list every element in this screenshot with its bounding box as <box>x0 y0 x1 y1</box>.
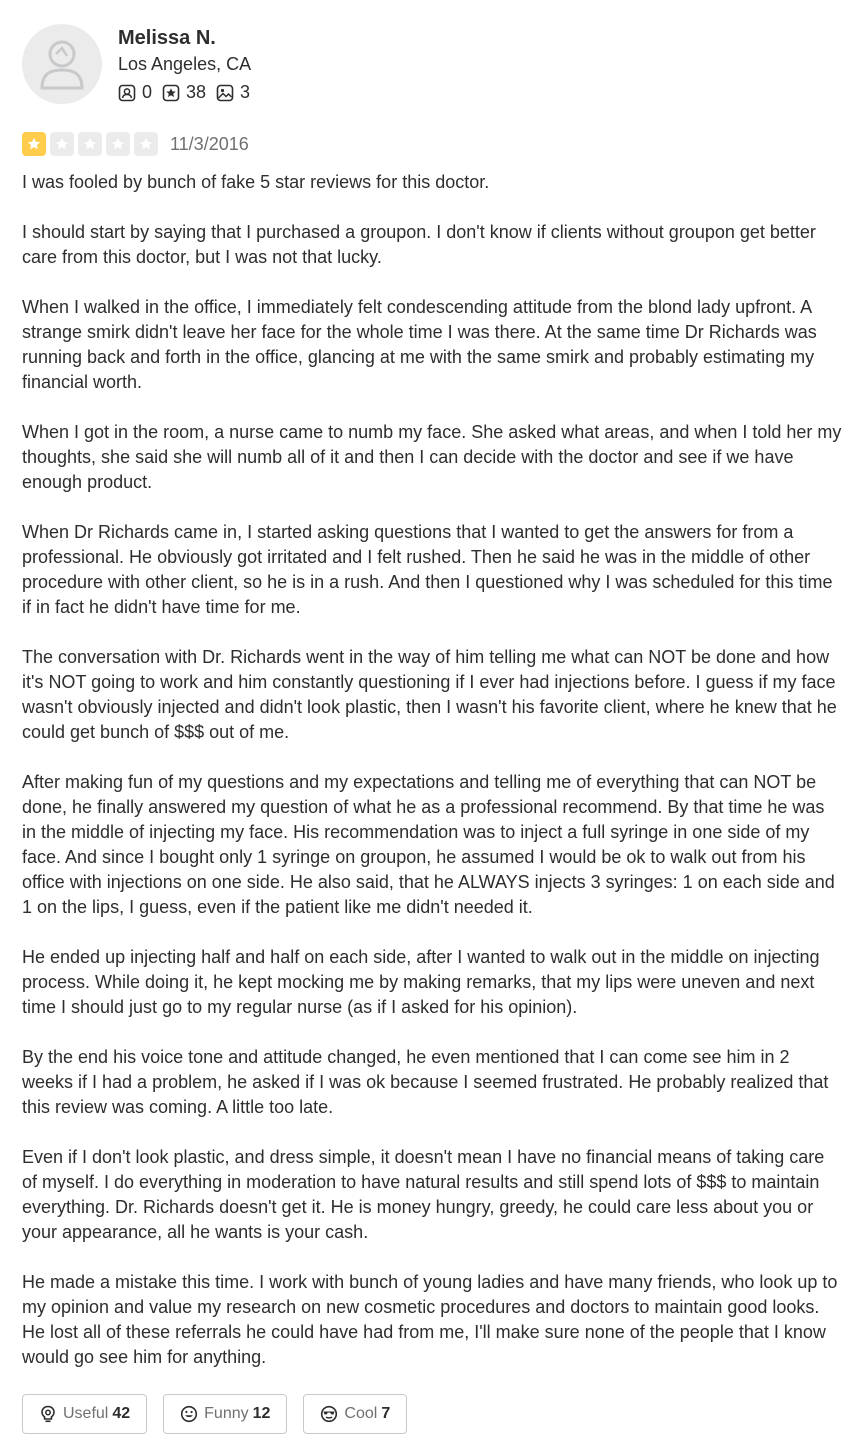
useful-label: Useful <box>63 1405 109 1422</box>
sunglasses-icon <box>320 1405 338 1423</box>
review-paragraph: When I got in the room, a nurse came to numb my face. She asked what areas, and when I told her my thoughts, she said she will numb all of it and then I can decide with the doctor and see if we have enough product. <box>22 422 842 492</box>
photos-stat <box>216 82 250 103</box>
review-paragraph: He ended up injecting half and half on each side, after I wanted to walk out in the middle on injecting process. While doing it, he kept mocking me by making remarks, that my lips were uneven and next time I should just go to my regular nurse (as if I asked for his opinion). <box>22 947 820 1017</box>
photo-icon <box>216 84 234 102</box>
funny-count: 12 <box>252 1405 271 1422</box>
review-date: 11/3/2016 <box>170 133 249 154</box>
cool-button[interactable] <box>303 1394 407 1434</box>
friends-icon <box>118 84 136 102</box>
star-filled <box>22 132 46 156</box>
user-stats <box>118 82 260 103</box>
friends-count: 0 <box>142 82 153 102</box>
star-icon <box>82 136 98 152</box>
review-paragraph: He made a mistake this time. I work with bunch of young ladies and have many friends, who look up to my opinion and value my research on new cosmetic procedures and doctors to maintain good looks. He lost all of these referrals he could have had from me, I'll make sure none of the people that I know would go see him for anything. <box>22 1272 838 1367</box>
user-placeholder-icon <box>34 34 90 94</box>
photos-count: 3 <box>240 82 251 102</box>
user-name[interactable]: Melissa N. <box>118 27 216 49</box>
star-empty <box>134 132 158 156</box>
star-empty <box>50 132 74 156</box>
review-paragraph: I should start by saying that I purchased a groupon. I don't know if clients without groupon get better care from this doctor, but I was not that lucky. <box>22 222 816 267</box>
smile-icon <box>180 1405 198 1423</box>
funny-label: Funny <box>204 1405 249 1422</box>
review-paragraph: After making fun of my questions and my expectations and telling me of everything that can NOT be done, he finally answered my question of what he as a professional recommend. By that time he was in the middle of injecting my face. His recommendation was to inject a full syringe in one side of my face. And since I bought only 1 syringe on groupon, he assumed I would be ok to walk out from his office with injections on one side. He also said, that he ALWAYS injects 3 syringes: 1 on each side and 1 on the lips, I guess, even if the patient like me didn't needed it. <box>22 772 835 917</box>
cool-count: 7 <box>381 1405 391 1422</box>
star-icon <box>138 136 154 152</box>
review-paragraph: The conversation with Dr. Richards went in the way of him telling me what can NOT be done and how it's NOT going to work and him constantly questioning if I ever had injections before. I guess if my face wasn't obviously injected and didn't look plastic, then I wasn't his favorite client, where he knew that he could get bunch of $$$ out of me. <box>22 647 837 742</box>
review-paragraph: When Dr Richards came in, I started asking questions that I wanted to get the answers for from a professional. He obviously got irritated and I felt rushed. Then he said he was in the middle of other procedure with other client, so he is in a rush. And then I questioned why I was scheduled for this time if in fact he didn't have time for me. <box>22 522 833 617</box>
review-text <box>22 170 842 1370</box>
user-header <box>22 24 842 104</box>
useful-button[interactable] <box>22 1394 147 1434</box>
review-paragraph: Even if I don't look plastic, and dress simple, it doesn't mean I have no financial means of taking care of myself. I do everything in moderation to have natural results and still spend lots of $$$ to maintain everything. Dr. Richards doesn't get it. He is money hungry, greedy, he could care less about you or your appearance, all he wants is your cash. <box>22 1147 825 1242</box>
review-card <box>22 24 842 1434</box>
star-icon <box>54 136 70 152</box>
avatar[interactable] <box>22 24 102 104</box>
review-paragraph: When I walked in the office, I immediately felt condescending attitude from the blond lady upfront. A strange smirk didn't leave her face for the whole time I was there. At the same time Dr Richards was running back and forth in the office, glancing at me with the same smirk and probably estimating my financial worth. <box>22 297 817 392</box>
lightbulb-icon <box>39 1405 57 1423</box>
reviews-count: 38 <box>186 82 207 102</box>
reaction-buttons <box>22 1394 842 1434</box>
user-location: Los Angeles, CA <box>118 54 252 74</box>
cool-label: Cool <box>344 1405 378 1422</box>
star-empty <box>78 132 102 156</box>
reviews-stat <box>162 82 206 103</box>
useful-count: 42 <box>112 1405 131 1422</box>
friends-stat <box>118 82 152 103</box>
user-info <box>118 24 260 103</box>
review-paragraph: By the end his voice tone and attitude changed, he even mentioned that I can come see him in 2 weeks if I had a problem, he asked if I was ok because I seemed frustrated. He probably realized that this review was coming. A little too late. <box>22 1047 829 1117</box>
star-empty <box>106 132 130 156</box>
funny-button[interactable] <box>163 1394 287 1434</box>
star-icon <box>110 136 126 152</box>
review-star-icon <box>162 84 180 102</box>
review-paragraph: I was fooled by bunch of fake 5 star reviews for this doctor. <box>22 172 490 192</box>
star-rating <box>22 132 162 156</box>
star-icon <box>26 136 42 152</box>
rating-row <box>22 132 842 156</box>
